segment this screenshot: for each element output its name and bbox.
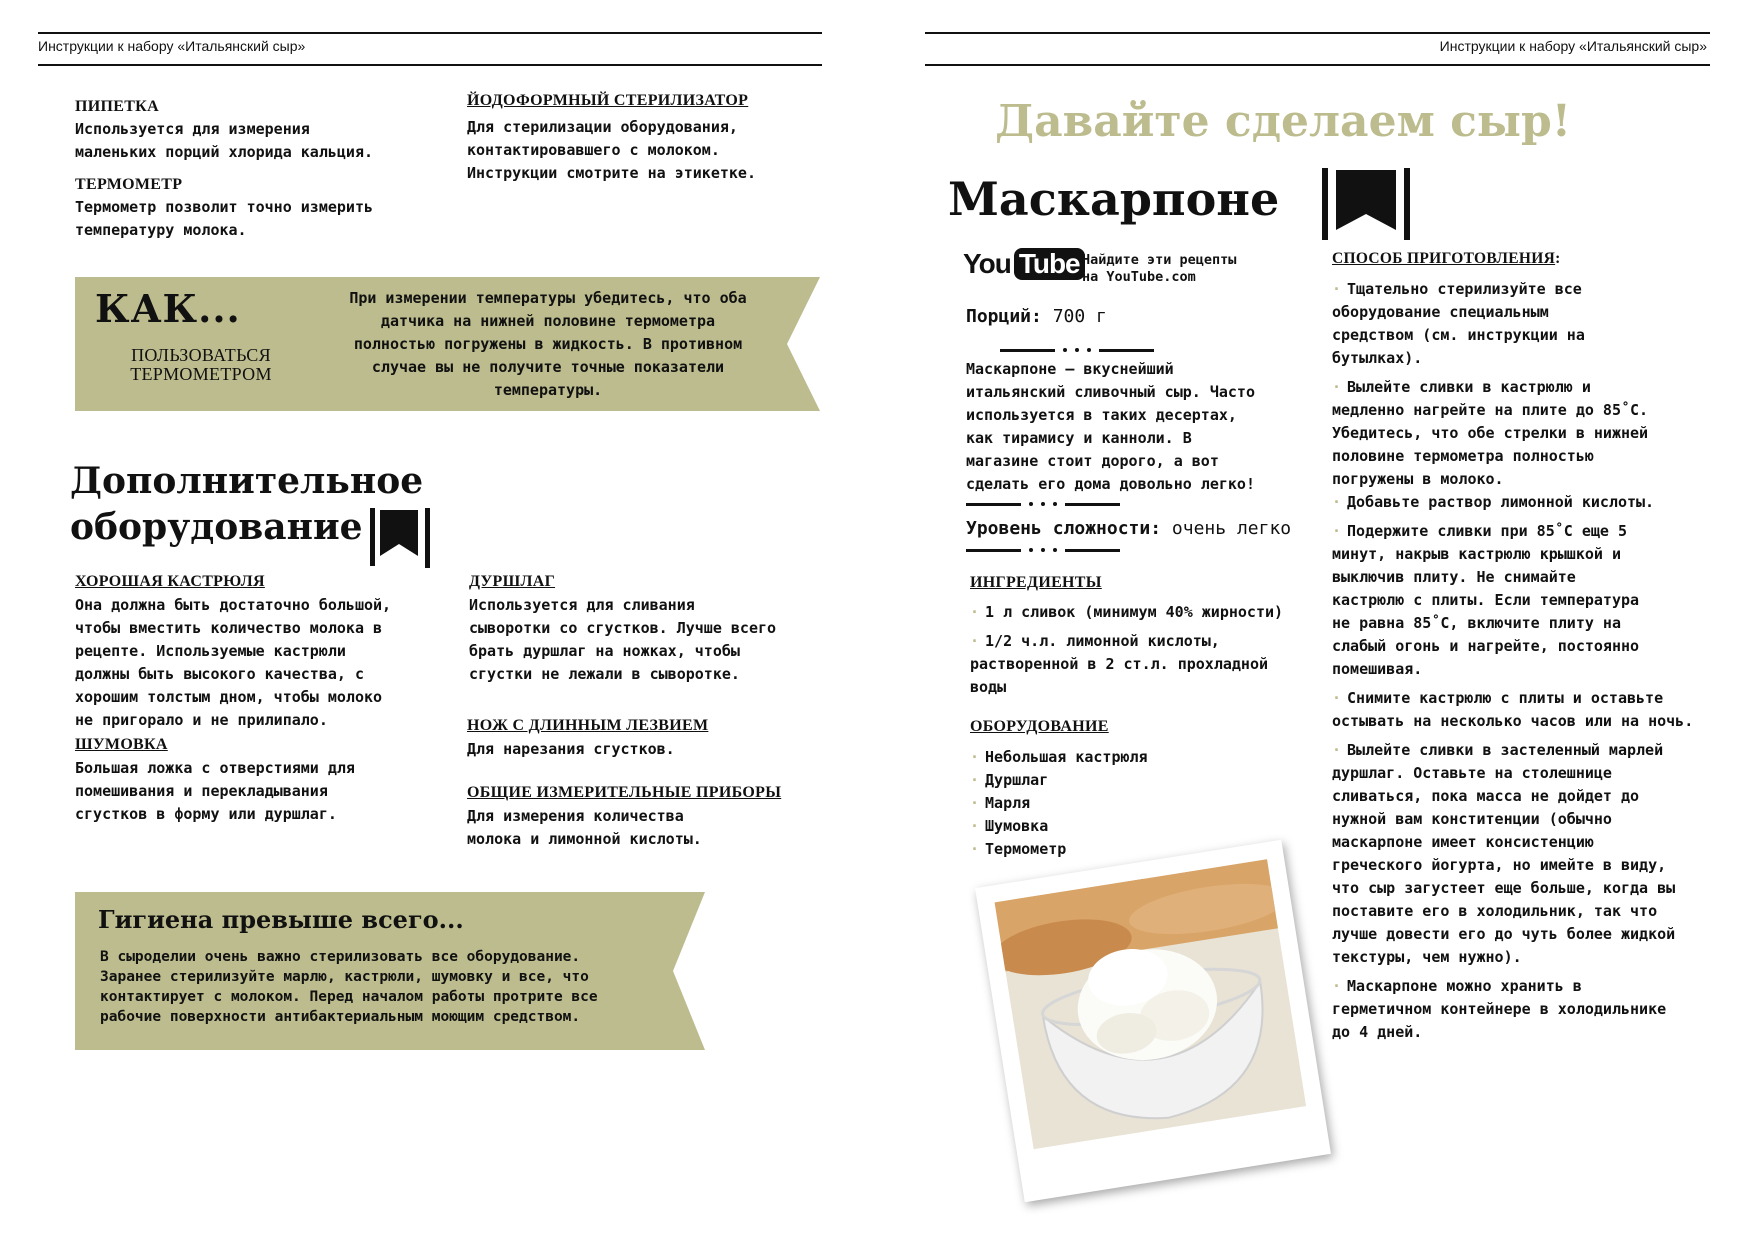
header-rule-top [925,32,1710,34]
recipe-description: Маскарпоне – вкуснейший итальянский сливочный сыр. Часто используется в таких десертах, как тирамису и канноли. В магазине стоит дорого, а вот сделать его дома довольно легко! [966,360,1255,493]
colander-text: Используется для сливания сыворотки со сгустков. Лучше всего брать дуршлаг на ножках, чтобы сгустки не лежали в сыворотке. [469,596,777,683]
sterilizer-title: ЙОДОФОРМНЫЙ СТЕРИЛИЗАТОР [467,92,749,109]
method-step: · Вылейте сливки в застеленный марлей дуршлаг. Оставьте на столешнице сливаться, пока масса не дойдет до нужной вам конститенции (обычно маскарпоне имеет консистенцию греческого йогурта, но имейте в виду, что сыр загустеет еще больше, когда вы поставите его в холодильник, так что лучше довести его до чуть более жидкой текстуры, чем нужно). [1332,741,1676,966]
skimmer-section [75,736,455,826]
sterilizer-section [467,92,827,185]
list-item: · Небольшая кастрюля [970,748,1148,766]
difficulty-label: Уровень сложности: [966,518,1162,539]
youtube-text: Найдите эти рецепты на YouTube.com [1082,252,1237,285]
separator [966,502,1120,506]
colander-section [469,573,829,686]
bookmark-flag-icon [1322,168,1412,242]
mascarpone-photo [975,840,1331,1203]
equipment-list [970,746,1290,861]
sterilizer-text: Для стерилизации оборудования, контактировавшего с молоком. Инструкции смотрите на этикетке. [467,118,756,182]
thermometer-section [75,176,455,242]
difficulty [966,518,1291,539]
knife-title: НОЖ С ДЛИННЫМ ЛЕЗВИЕМ [467,717,709,734]
list-item: · Шумовка [970,817,1049,835]
servings-value: 700 г [1052,306,1107,327]
header-rule-bottom [925,64,1710,66]
headline: Давайте сделаем сыр! [995,96,1572,147]
extra-equipment-title-line1: Дополнительное [70,460,424,502]
method-step: · Снимите кастрюлю с плиты и оставьте остывать на несколько часов или на ночь. [1332,689,1694,730]
skimmer-title: ШУМОВКА [75,736,168,753]
measuring-text: Для измерения количества молока и лимонной кислоты. [467,807,702,848]
method-step: · Вылейте сливки в кастрюлю и медленно нагрейте на плите до 85˚С. Убедитесь, что обе стрелки в нижней половине термометра полностью погружены в молоко. [1332,378,1649,488]
how-to-subtitle: ПОЛЬЗОВАТЬСЯ ТЕРМОМЕТРОМ [130,345,272,384]
hygiene-title: Гигиена превыше всего... [98,905,464,934]
bookmark-flag-icon [370,508,430,570]
list-item: · Термометр [970,840,1067,858]
pot-title: ХОРОШАЯ КАСТРЮЛЯ [75,573,265,590]
list-item: · 1 л сливок (минимум 40% жирности) [970,603,1284,621]
pipette-text: Используется для измерения маленьких порций хлорида кальция. [75,120,374,161]
skimmer-text: Большая ложка с отверстиями для помешивания и перекладывания сгустков в форму или дуршлаг. [75,759,355,823]
method-title: СПОСОБ ПРИГОТОВЛЕНИЯ: [1332,250,1561,267]
colander-title: ДУРШЛАГ [469,573,556,590]
method-steps [1332,278,1732,1044]
servings [966,306,1107,327]
list-item: · Дуршлаг [970,771,1049,789]
youtube-logo-you: You [963,248,1011,279]
extra-equipment-title-line2: оборудование [70,506,363,548]
measuring-title: ОБЩИЕ ИЗМЕРИТЕЛЬНЫЕ ПРИБОРЫ [467,784,782,801]
how-to-title: КАК... [95,286,241,331]
left-page-header: Инструкции к набору «Итальянский сыр» [38,38,306,54]
thermometer-text: Термометр позволит точно измерить температуру молока. [75,198,374,239]
mascarpone-image [994,859,1306,1149]
list-item: · 1/2 ч.л. лимонной кислоты, растворенной в 2 ст.л. прохладной воды [970,632,1269,696]
right-page-header: Инструкции к набору «Итальянский сыр» [1439,38,1707,54]
difficulty-value: очень легко [1171,518,1292,539]
pipette-section [75,98,455,164]
method-step: · Маскарпоне можно хранить в герметичном контейнере в холодильнике до 4 дней. [1332,977,1667,1041]
header-rule-top [38,32,822,34]
knife-section [467,717,827,761]
youtube-logo-tube: Tube [1014,248,1085,280]
ingredients-title: ИНГРЕДИЕНТЫ [970,574,1102,591]
list-item: · Марля [970,794,1031,812]
pot-section [75,573,455,732]
separator [966,548,1120,552]
method-step: · Добавьте раствор лимонной кислоты. [1332,493,1655,511]
equipment-title: ОБОРУДОВАНИЕ [970,718,1109,735]
method-title-text: СПОСОБ ПРИГОТОВЛЕНИЯ [1332,250,1556,267]
how-to-text: При измерении температуры убедитесь, что оба датчика на нижней половине термометра полностью погружены в жидкость. В противном случае вы не получите точные показатели температуры. [349,289,747,399]
hygiene-text: В сыроделии очень важно стерилизовать все оборудование. Заранее стерилизуйте марлю, кастрюли, шумовку и все, что контактирует с молоком. Перед началом работы протрите все рабочие поверхности антибактериальным моющим средством. [100,949,598,1025]
ingredients-list [970,601,1310,699]
recipe-title: Маскарпоне [948,172,1280,226]
pipette-title: ПИПЕТКА [75,98,159,115]
separator [1000,348,1154,352]
pot-text: Она должна быть достаточно большой, чтобы вместить количество молока в рецепте. Используемые кастрюли должны быть высокого качества, с хорошим толстым дном, чтобы молоко не пригорало и не прилипало. [75,596,392,729]
knife-text: Для нарезания сгустков. [467,740,675,758]
method-step: · Тщательно стерилизуйте все оборудование специальным средством (см. инструкции на бутылках). [1332,280,1585,367]
header-rule-bottom [38,64,822,66]
thermometer-title: ТЕРМОМЕТР [75,176,183,193]
youtube-logo[interactable] [963,248,1085,280]
servings-label: Порций: [966,306,1042,327]
measuring-section [467,784,827,851]
method-step: · Подержите сливки при 85˚С еще 5 минут, накрыв кастрюлю крышкой и выключив плиту. Не снимайте кастрюлю с плиты. Если температура не равна 85˚С, включите плиту на слабый огонь и нагрейте, постоянно помешивая. [1332,522,1640,678]
